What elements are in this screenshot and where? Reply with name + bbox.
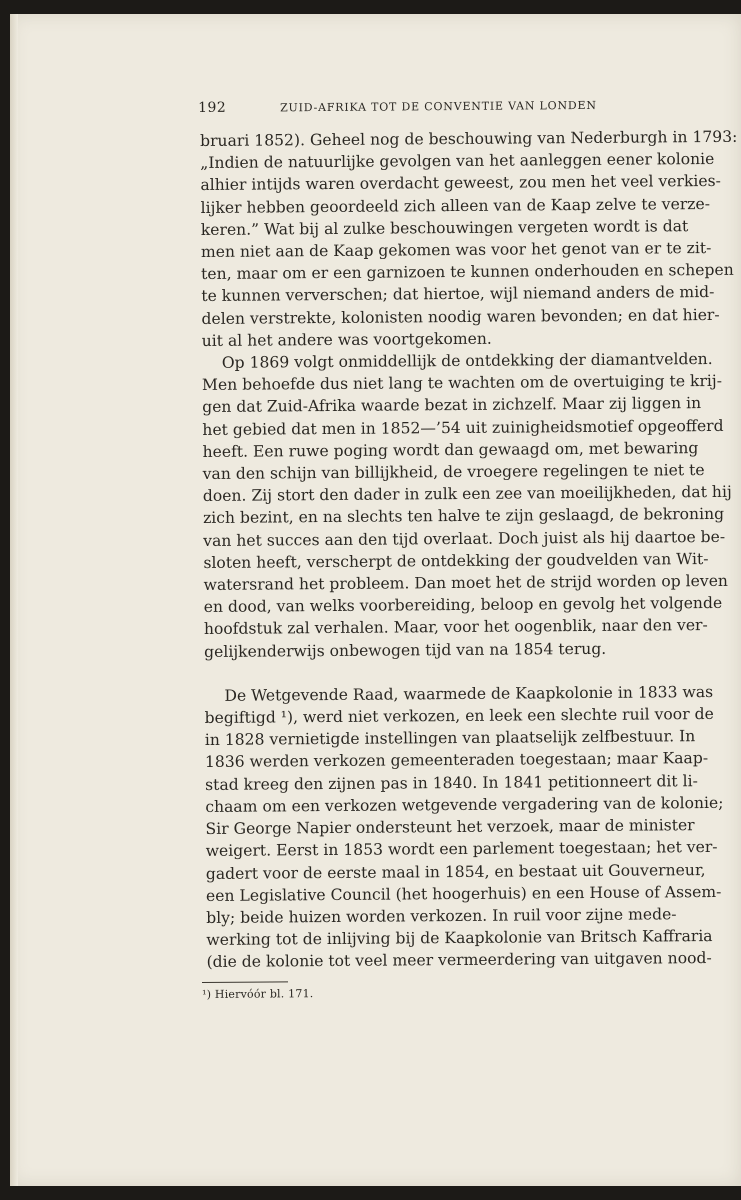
- text-line: te kunnen ververschen; dat hiertoe, wijl niemand anders de mid-: [201, 283, 715, 306]
- text-line: stad kreeg den zijnen pas in 1840. In 1841 petitionneert dit li-: [205, 771, 698, 794]
- text-line: alhier intijds waren overdacht geweest, zou men het veel verkies-: [200, 172, 721, 195]
- text-line: delen verstrekte, kolonisten noodig waren bevonden; en dat hier-: [201, 305, 720, 328]
- text-line: Men behoefde dus niet lang te wachten om de overtuiging te krij-: [201, 372, 723, 395]
- text-line: werking tot de inlijving bij de Kaapkolonie van Britsch Kaffraria: [206, 927, 713, 950]
- footnote-rule: [202, 981, 288, 983]
- text-line: hoofdstuk zal verhalen. Maar, voor het oogenblik, naar den ver-: [203, 616, 708, 639]
- text-line: men niet aan de Kaap gekomen was voor het genot van er te zit-: [200, 239, 712, 262]
- text-line: bly; beide huizen worden verkozen. In ruil voor zijne mede-: [206, 905, 677, 927]
- text-line: 1836 werden verkozen gemeenteraden toegestaan; maar Kaap-: [204, 749, 709, 772]
- book-page: [10, 14, 741, 1186]
- text-line: en dood, van welks voorbereiding, beloop en gevolg het volgende: [203, 594, 723, 617]
- page-edge: [10, 14, 18, 1186]
- text-line: bruari 1852). Geheel nog de beschouwing van Nederburgh in 1793:: [200, 127, 738, 150]
- text-line: lijker hebben geoordeeld zich alleen van de Kaap zelve te verze-: [200, 194, 711, 217]
- text-line: het gebied dat men in 1852—’54 uit zuinigheidsmotief opgeofferd: [202, 416, 724, 439]
- text-line: watersrand het probleem. Dan moet het de strijd worden op leven: [203, 571, 729, 595]
- text-line: gen dat Zuid-Afrika waarde bezat in zichzelf. Maar zij liggen in: [202, 394, 702, 417]
- main-text: [200, 126, 738, 974]
- paragraph-continuation: [200, 126, 738, 352]
- text-line: ten, maar om er een garnizoen te kunnen onderhouden en schepen: [201, 261, 734, 284]
- text-line: heeft. Een ruwe poging wordt dan gewaagd om, met bewaring: [202, 438, 699, 461]
- page-number: 192: [198, 99, 227, 116]
- paragraph-legislative-council: [204, 681, 726, 974]
- footnote: ¹) Hiervóór bl. 171.: [202, 987, 314, 1001]
- paragraph-diamond-fields: [201, 348, 732, 663]
- text-line: doen. Zij stort den dader in zulk een zee van moeilijkheden, dat hij: [202, 483, 732, 506]
- text-line: De Wetgevende Raad, waarmede de Kaapkolonie in 1833 was: [224, 682, 714, 705]
- text-line: gadert voor de eerste maal in 1854, en bestaat uit Gouverneur,: [205, 860, 706, 883]
- text-line: Sir George Napier ondersteunt het verzoek, maar de minister: [205, 816, 695, 839]
- text-line: „Indien de natuurlijke gevolgen van het aanleggen eener kolonie: [200, 150, 715, 173]
- text-line: van het succes aan den tijd overlaat. Doch juist als hij daartoe be-: [203, 527, 726, 550]
- running-title: ZUID-AFRIKA TOT DE CONVENTIE VAN LONDEN: [280, 98, 597, 115]
- text-line: begiftigd ¹), werd niet verkozen, en leek een slechte ruil voor de: [204, 705, 714, 728]
- text-line: chaam om een verkozen wetgevende vergadering van de kolonie;: [205, 793, 724, 816]
- text-line: (die de kolonie tot veel meer vermeerdering van uitgaven nood-: [206, 949, 712, 972]
- text-line: sloten heeft, verscherpt de ontdekking der goudvelden van Wit-: [203, 549, 709, 572]
- running-head: [198, 96, 698, 116]
- text-line: weigert. Eerst in 1853 wordt een parlement toegestaan; het ver-: [205, 838, 718, 861]
- text-line: uit al het andere was voortgekomen.: [201, 329, 492, 350]
- text-line: in 1828 vernietigde instellingen van plaatselijk zelfbestuur. In: [204, 727, 696, 750]
- footnote-area: [202, 978, 722, 1002]
- text-line: van den schijn van billijkheid, de vroegere regelingen te niet te: [202, 461, 705, 484]
- text-line: gelijkenderwijs onbewogen tijd van na 1854 terug.: [204, 639, 607, 661]
- text-line: een Legislative Council (het hoogerhuis) en een House of Assem-: [205, 882, 722, 905]
- text-line: keren.” Wat bij al zulke beschouwingen vergeten wordt is dat: [200, 216, 689, 239]
- text-line: zich bezint, en na slechts ten halve te zijn geslaagd, de bekroning: [202, 505, 725, 528]
- text-line: Op 1869 volgt onmiddellijk de ontdekking der diamantvelden.: [221, 350, 713, 372]
